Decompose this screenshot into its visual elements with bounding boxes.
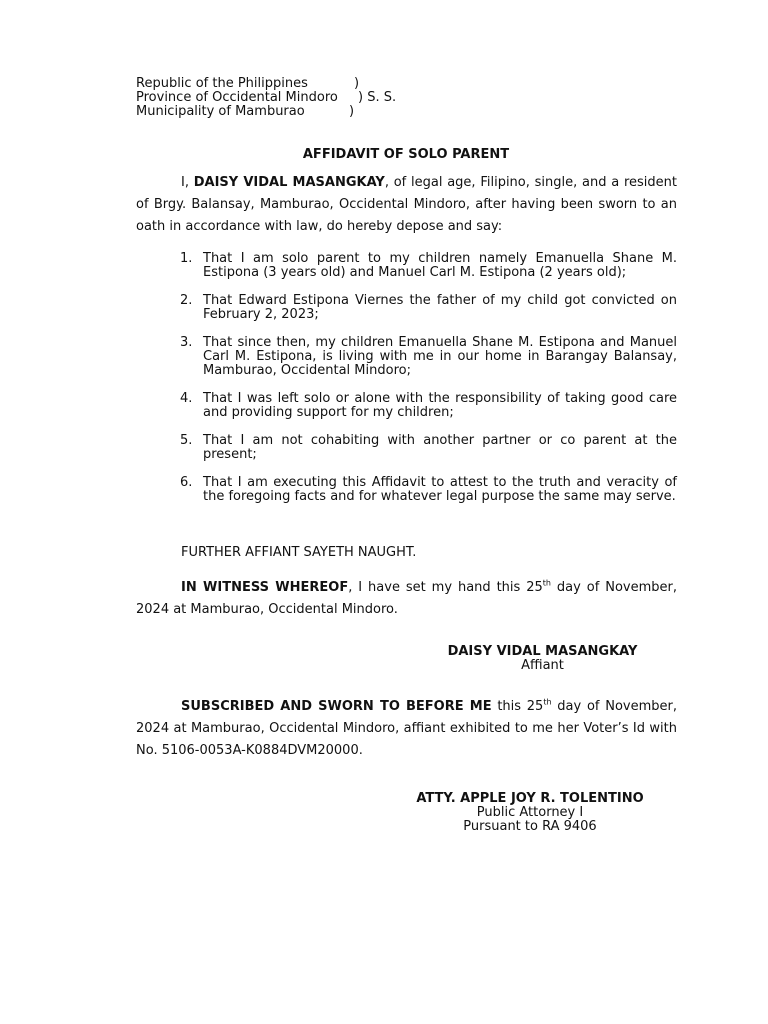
list-item-number: 4. [180,391,193,406]
list-item [136,294,677,322]
subscribed-heading: SUBSCRIBED AND SWORN TO BEFORE ME [181,699,492,714]
intro-affiant-name: DAISY VIDAL MASANGKAY [193,175,385,190]
list-item-number: 2. [180,293,193,308]
list-item-number: 5. [180,433,193,448]
notary-name: ATTY. APPLE JOY R. TOLENTINO [416,791,644,806]
witness-day-suffix: th [542,578,551,588]
list-item [136,392,677,420]
caption-line-1 [136,77,396,91]
intro-rest: , of legal age, Filipino, single, and a resident of Brgy. Balansay, Mamburao, Occidental Mindoro, after having been sworn to an oath in accordance with law, do hereby depose and say: [136,175,677,234]
intro-prefix: I, [181,175,194,190]
subscribed-text-b: day of November, 2024 at Mamburao, Occidental Mindoro, affiant exhibited to me her Voter’s Id with No. 5106-0053A-K0884DVM20000. [136,699,677,758]
subscribed-text-a: this 25 [491,699,544,714]
subscribed-day-suffix: th [543,697,552,707]
witness-text-a: , I have set my hand this 25 [348,580,543,595]
caption-municipality: Municipality of Mamburao [136,104,305,119]
witness-paragraph [136,577,677,621]
affiant-role: Affiant [521,658,564,673]
list-item-number: 3. [180,335,193,350]
notary-signature-block [395,792,665,834]
witness-text-b: day of November, 2024 at Mamburao, Occidental Mindoro. [136,580,677,617]
caption-line-2 [136,91,396,105]
list-item [136,476,677,504]
list-item [136,336,677,378]
caption-province: Province of Occidental Mindoro [136,90,338,105]
affiant-name: DAISY VIDAL MASANGKAY [447,644,638,659]
list-item [136,434,677,462]
list-item-text: That Edward Estipona Viernes the father of my child got convicted on February 2, 2023; [203,293,677,322]
caption-republic: Republic of the Philippines [136,76,308,91]
document-title: AFFIDAVIT OF SOLO PARENT [302,147,510,162]
list-item-number: 1. [180,251,193,266]
caption-paren-3: ) [349,104,355,119]
list-item-number: 6. [180,475,193,490]
list-item-text: That I was left solo or alone with the responsibility of taking good care and providing support for my children; [203,391,677,420]
caption-paren-1: ) [354,76,360,91]
notary-authority: Pursuant to RA 9406 [463,819,597,834]
venue-caption [136,77,396,119]
depositions-list [136,252,677,518]
list-item-text: That I am not cohabiting with another partner or co parent at the present; [203,433,677,462]
list-item [136,252,677,280]
further-affiant-line: FURTHER AFFIANT SAYETH NAUGHT. [181,545,417,560]
list-item-text: That I am executing this Affidavit to attest to the truth and veracity of the foregoing facts and for whatever legal purpose the same may serve. [203,475,677,504]
caption-line-3 [136,105,396,119]
intro-paragraph [136,172,677,238]
subscribed-paragraph [136,696,677,762]
notary-title: Public Attorney I [476,805,584,820]
caption-ss: ) S. S. [358,90,397,105]
list-item-text: That since then, my children Emanuella Shane M. Estipona and Manuel Carl M. Estipona, is living with me in our home in Barangay Balansay, Mamburao, Occidental Mindoro; [203,335,677,378]
witness-heading: IN WITNESS WHEREOF [181,580,349,595]
list-item-text: That I am solo parent to my children namely Emanuella Shane M. Estipona (3 years old) and Manuel Carl M. Estipona (2 years old); [203,251,677,280]
affiant-signature-block [420,645,665,673]
